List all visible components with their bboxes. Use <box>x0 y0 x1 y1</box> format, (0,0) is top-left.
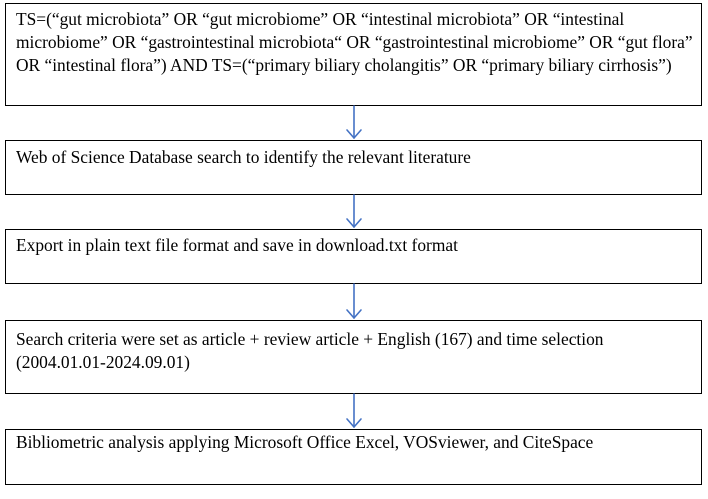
analysis-box <box>5 429 702 485</box>
criteria-box <box>5 320 702 394</box>
criteria-text: Search criteria were set as article + review article + English (167) and time selection (2004.01.01-2024.09.01) <box>16 329 604 372</box>
down-arrow-icon <box>347 284 361 318</box>
search-query-box <box>5 3 702 106</box>
down-arrow-icon <box>347 394 361 427</box>
down-arrow-icon <box>347 195 361 227</box>
analysis-text: Bibliometric analysis applying Microsoft Office Excel, VOSviewer, and CiteSpace <box>16 432 594 452</box>
database-search-text: Web of Science Database search to identify the relevant literature <box>16 147 471 167</box>
search-query-text: TS=(“gut microbiota” OR “gut microbiome” OR “intestinal microbiota” OR “intestinal microbiome” OR “gastrointestinal microbiota“ OR “gastrointestinal microbiome” OR “gut flora” OR “intestinal flora”) AND TS=(“primary biliary cholangitis” OR “primary biliary cirrhosis”) <box>16 9 693 75</box>
down-arrow-icon <box>347 106 361 138</box>
export-box <box>5 229 702 284</box>
database-search-box <box>5 140 702 195</box>
export-text: Export in plain text file format and save in download.txt format <box>16 235 458 255</box>
